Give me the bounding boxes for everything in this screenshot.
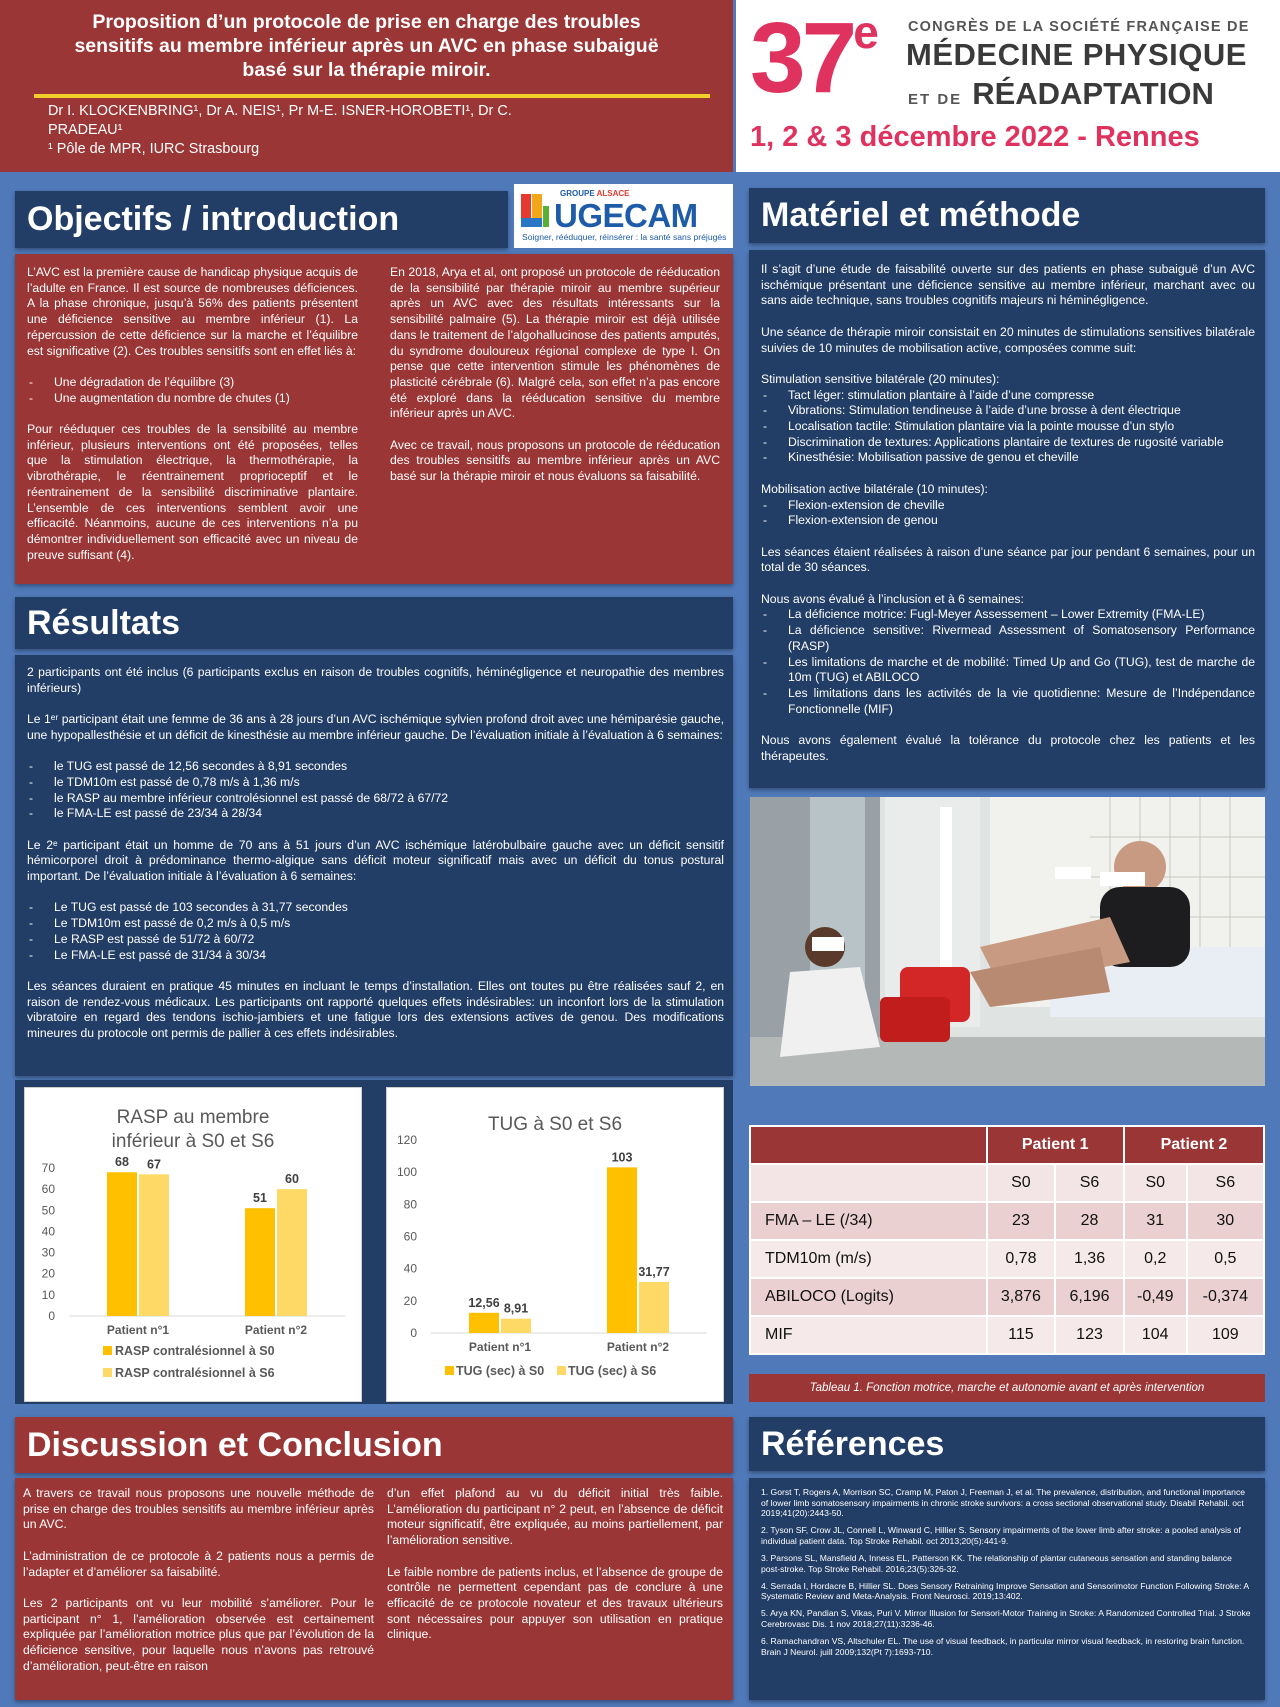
data-label: 68 bbox=[115, 1155, 129, 1170]
logo-tagline: Soigner, rééduquer, réinsérer : la santé sans préjugés bbox=[522, 232, 727, 242]
legend-swatch bbox=[445, 1366, 454, 1375]
y-tick-label: 0 bbox=[48, 1309, 55, 1323]
table-cell: S6 bbox=[1187, 1164, 1264, 1202]
objectifs-col2: En 2018, Arya et al, ont proposé un protocole de rééducation de la sensibilité par thérapie miroir au membre supérieur après un AVC avec des résultats intéressants sur la sensibilité palmaire (5). La thérapie miroir est déjà utilisée dans le traitement de l’algohallucinose des patients amputés, du syndrome douloureux régional complexe de type I. On pense que cette intervention stimule les phénomènes de plasticité cérébrale (6). Malgré cela, son effet n’a pas encore été exploré dans la rééducation sensitive du membre inférieur après un AVC. Avec ce travail, nous proposons un protocole de rééducation des troubles sensitifs au membre inférieur après un AVC basé sur la thérapie miroir et nous évaluons sa faisabilité. bbox=[390, 265, 720, 484]
title-underline bbox=[34, 94, 710, 98]
objectifs-panel bbox=[15, 254, 733, 584]
logo-name: UGECAM bbox=[554, 197, 698, 234]
rasp-chart bbox=[24, 1087, 362, 1402]
chart-title: inférieur à S0 et S6 bbox=[111, 1131, 275, 1152]
discussion-col2: d’un effet plafond au vu du déficit initial très faible. L’amélioration du participant n° 2 peut, en l’absence de déficit moteur significatif, être expliquée, au moins partiellement, par l’amélioration sensitive. Le faible nombre de patients inclus, et l’absence de groupe de contrôle ne permettent cependant pas de conclure à une efficacité de ce protocole novateur et des travaux ultérieurs sont nécessaires pour appuyer son utilisation en pratique clinique. bbox=[387, 1486, 723, 1642]
table-cell: 104 bbox=[1124, 1316, 1187, 1354]
table-row bbox=[750, 1316, 1264, 1354]
y-tick-label: 30 bbox=[41, 1245, 55, 1260]
table-subheader-row bbox=[750, 1164, 1264, 1202]
therapy-photo bbox=[750, 797, 1265, 1086]
methode-heading: Matériel et méthode bbox=[749, 188, 1265, 243]
bar bbox=[107, 1172, 137, 1316]
objectifs-bullet-list bbox=[27, 375, 358, 406]
participant1-results bbox=[27, 759, 724, 822]
chart-title: TUG à S0 et S6 bbox=[487, 1114, 623, 1135]
data-label: 12,56 bbox=[468, 1295, 500, 1310]
y-tick-label: 10 bbox=[41, 1287, 55, 1302]
therapy-photo-illustration bbox=[750, 797, 1265, 1086]
list-item: - Une augmentation du nombre de chutes (1) bbox=[27, 391, 358, 407]
data-label: 31,77 bbox=[638, 1264, 670, 1279]
bar bbox=[639, 1282, 669, 1333]
chart-title: RASP au membre bbox=[116, 1107, 270, 1128]
y-tick-label: 40 bbox=[41, 1224, 55, 1239]
logo-group: GROUPE ALSACE bbox=[560, 189, 630, 198]
list-item: - Tact léger: stimulation plantaire à l’aide d’une compresse bbox=[761, 388, 1255, 404]
rasp-chart-svg bbox=[25, 1088, 361, 1401]
list-item: - Le RASP est passé de 51/72 à 60/72 bbox=[27, 932, 724, 948]
list-item: - Les limitations de marche et de mobilité: Timed Up and Go (TUG), test de marche de 10m (TUG) et ABILOCO bbox=[761, 655, 1255, 686]
y-tick-label: 60 bbox=[41, 1182, 55, 1197]
legend-label: RASP contralésionnel à S0 bbox=[115, 1344, 275, 1358]
y-tick-label: 120 bbox=[396, 1133, 417, 1147]
list-item: - Kinesthésie: Mobilisation passive de genou et cheville bbox=[761, 450, 1255, 466]
tug-chart bbox=[386, 1087, 724, 1402]
data-label: 67 bbox=[147, 1157, 161, 1172]
bar bbox=[277, 1189, 307, 1316]
x-tick-label: Patient n°1 bbox=[468, 1340, 532, 1354]
y-tick-label: 0 bbox=[410, 1326, 417, 1340]
references-panel bbox=[749, 1478, 1265, 1700]
table-cell: S0 bbox=[987, 1164, 1056, 1202]
legend-swatch bbox=[103, 1368, 112, 1377]
table-cell: 23 bbox=[987, 1202, 1056, 1240]
list-item: - le RASP au membre inférieur controlésionnel est passé de 68/72 à 67/72 bbox=[27, 791, 724, 807]
ugecam-logo bbox=[514, 184, 733, 248]
congress-dates: 1, 2 & 3 décembre 2022 - Rennes bbox=[750, 121, 1200, 153]
list-item: - Flexion-extension de genou bbox=[761, 513, 1255, 529]
congress-number: 37e bbox=[750, 2, 879, 114]
bar bbox=[139, 1174, 169, 1316]
evaluation-list bbox=[761, 607, 1255, 717]
table-cell: -0,374 bbox=[1187, 1278, 1264, 1316]
table-cell: S6 bbox=[1055, 1164, 1124, 1202]
y-tick-label: 70 bbox=[41, 1161, 55, 1175]
x-tick-label: Patient n°1 bbox=[106, 1323, 170, 1337]
list-item: - Le TDM10m est passé de 0,2 m/s à 0,5 m/s bbox=[27, 916, 724, 932]
table-cell: 30 bbox=[1187, 1202, 1264, 1240]
list-item: - le FMA-LE est passé de 23/34 à 28/34 bbox=[27, 806, 724, 822]
table-cell: 31 bbox=[1124, 1202, 1187, 1240]
legend-swatch bbox=[557, 1366, 566, 1375]
table-cell: 0,2 bbox=[1124, 1240, 1187, 1278]
results-table bbox=[749, 1125, 1265, 1355]
congress-line2: MÉDECINE PHYSIQUE bbox=[906, 37, 1247, 72]
objectifs-col1: L’AVC est la première cause de handicap physique acquis de l’adulte en France. Il est source de nombreuses déficiences. A la phase chronique, jusqu’à 56% des patients présentent une déficience sensitive au membre inférieur (1). La répercussion de cette déficience sur la marche et l’équilibre est significative (2). Ces troubles sensitifs sont en effet liés à: - Une dégradation de l’équilibre (3) - Une augmentation du nombre de chutes (1) Pour rééduquer ces troubles de la sensibilité au membre inférieur, plusieurs interventions ont été proposées, telles que la stimulation électrique, la thermothérapie, la vibrothérapie, le réentrainement proprioceptif et le réentrainement de la sensibilité discriminative plantaire. L’ensemble de ces interventions semblent avoir une efficacité. Néanmoins, aucune de ces interventions n’a pu démontrer individuellement son efficacité avec un niveau de preuve suffisant (4). bbox=[27, 265, 358, 579]
table-cell: 115 bbox=[987, 1316, 1056, 1354]
table-row-label: ABILOCO (Logits) bbox=[750, 1278, 987, 1316]
authors: Dr I. KLOCKENBRING¹, Dr A. NEIS¹, Pr M-E. ISNER-HOROBETI¹, Dr C. PRADEAU¹ ¹ Pôle de MPR, IURC Strasbourg bbox=[48, 102, 608, 159]
table-row-label: FMA – LE (/34) bbox=[750, 1202, 987, 1240]
affiliation: ¹ Pôle de MPR, IURC Strasbourg bbox=[48, 141, 260, 157]
list-item: - Le TUG est passé de 103 secondes à 31,77 secondes bbox=[27, 900, 724, 916]
methode-panel bbox=[749, 250, 1265, 788]
objectifs-heading: Objectifs / introduction bbox=[15, 191, 508, 248]
table-row bbox=[750, 1202, 1264, 1240]
y-tick-label: 100 bbox=[396, 1165, 417, 1180]
data-label: 60 bbox=[285, 1172, 299, 1187]
reference-item: 5. Arya KN, Pandian S, Vikas, Puri V. Mirror Illusion for Sensori-Motor Training in Stroke: A Randomized Controlled Trial. J Stroke Cerebrovasc Dis. 1 nov 2018;27(11):3236-46. bbox=[761, 1608, 1251, 1629]
discussion-panel bbox=[15, 1478, 733, 1700]
table-caption: Tableau 1. Fonction motrice, marche et autonomie avant et après intervention bbox=[749, 1374, 1265, 1402]
legend-label: TUG (sec) à S6 bbox=[568, 1364, 657, 1378]
resultats-panel bbox=[15, 655, 733, 1076]
reference-item: 3. Parsons SL, Mansfield A, Inness EL, Patterson KK. The relationship of plantar cutaneous sensation and standing balance post-stroke. Top Stroke Rehabil. 2016;23(5):326-32. bbox=[761, 1552, 1232, 1574]
table-row-label: TDM10m (m/s) bbox=[750, 1240, 987, 1278]
legend-label: RASP contralésionnel à S6 bbox=[115, 1366, 275, 1380]
list-item: - La déficience motrice: Fugl-Meyer Assessement – Lower Extremity (FMA-LE) bbox=[761, 607, 1255, 623]
data-label: 103 bbox=[611, 1150, 633, 1165]
list-item: - Les limitations dans les activités de la vie quotidienne: Mesure de l’Indépendance Fonctionnelle (MIF) bbox=[761, 686, 1255, 717]
tug-chart-svg bbox=[387, 1088, 723, 1401]
table-cell: 123 bbox=[1055, 1316, 1124, 1354]
legend-swatch bbox=[103, 1346, 112, 1355]
x-tick-label: Patient n°2 bbox=[606, 1340, 670, 1354]
table-header-row bbox=[750, 1126, 1264, 1164]
reference-item: 6. Ramachandran VS, Altschuler EL. The use of visual feedback, in particular mirror visual feedback, in restoring brain function. Brain J Neurol. juill 2009;132(Pt 7):1693-710. bbox=[761, 1636, 1245, 1657]
congress-banner bbox=[736, 0, 1280, 172]
table-cell: 0,78 bbox=[987, 1240, 1056, 1278]
list-item: - La déficience sensitive: Rivermead Assessment of Somatosensory Performance (RASP) bbox=[761, 623, 1255, 654]
y-tick-label: 50 bbox=[41, 1203, 55, 1218]
y-tick-label: 80 bbox=[403, 1197, 417, 1212]
congress-line3: ET DE RÉADAPTATION bbox=[908, 76, 1214, 111]
reference-item: 2. Tyson SF, Crow JL, Connell L, Winward C, Hillier S. Sensory impairments of the lower limb after stroke: a pooled analysis of individual patient data. Top Stroke Rehabil. oct 2013;20(5):441-9. bbox=[761, 1525, 1241, 1546]
table-row bbox=[750, 1278, 1264, 1316]
bar bbox=[501, 1319, 531, 1333]
bar bbox=[469, 1313, 499, 1333]
x-tick-label: Patient n°2 bbox=[244, 1323, 308, 1337]
list-item: - Localisation tactile: Stimulation plantaire via la pointe mousse d’un stylo bbox=[761, 419, 1255, 435]
resultats-text: 2 participants ont été inclus (6 participants exclus en raison de troubles cognitifs, héminégligence et neuropathie des membres inférieurs) Le 1ᵉʳ participant était une femme de 36 ans à 28 jours d’un AVC ischémique sylvien profond droit avec une hémiparésie gauche, une hypopallesthésie et un déficit de kinesthésie au membre inférieur gauche. De l’évaluation initiale à l’évaluation à 6 semaines: - le TUG est passé de 12,56 secondes à 8,91 secondes - le TDM10m est passé de 0,78 m/s à 1,36 m/s - le RASP au membre inférieur controlésionnel est passé de 68/72 à 67/72 - le FMA-LE est passé de 23/34 à 28/34 Le 2ᵉ participant était un homme de 70 ans à 51 jours d’un AVC ischémique latérobulbaire gauche avec un déficit sensitif hémicorporel droit à prédominance thermo-algique sans déficit moteur significatif mais avec un déficit du tonus postural important. De l’évaluation initiale à l’évaluation à 6 semaines: - Le TUG est passé de 103 secondes à 31,77 secondes - Le TDM10m est passé de 0,2 m/s à 0,5 m/s - Le RASP est passé de 51/72 à 60/72 - Le FMA-LE est passé de 31/34 à 30/34 Les séances duraient en pratique 45 minutes en incluant le temps d’installation. Elles ont toutes pu être réalisées sauf 2, en raison de rendez-vous médicaux. Les participants ont rapporté quelques effets indésirables: un inconfort lors de la stimulation vibratoire en regard des tendons ischio-jambiers et une fatigue lors des extensions actives de genou. Des modifications mineures du protocole ont permis de pallier à ces effets indésirables. bbox=[27, 665, 724, 1057]
table-header-patient1: Patient 1 bbox=[987, 1126, 1124, 1164]
table-header-patient2: Patient 2 bbox=[1124, 1126, 1264, 1164]
table-cell: S0 bbox=[1124, 1164, 1187, 1202]
poster-title: Proposition d’un protocole de prise en charge des troubles sensitifs au membre inférieur après un AVC en phase subaiguë basé sur la thérapie miroir. bbox=[74, 11, 659, 81]
discussion-col1: A travers ce travail nous proposons une nouvelle méthode de prise en charge des troubles sensitifs au membre inférieur après un AVC. L’administration de ce protocole à 2 patients nous a permis de l’adapter et d’améliorer sa faisabilité. Les 2 participants ont vu leur mobilité s’améliorer. Pour le participant n° 1, l’amélioration observée est certainement expliquée par l’amélioration motrice plus que par l’évolution de la déficience sensitive, pour laquelle nous n’avons pas retrouvé d’amélioration, peut-être en raison bbox=[23, 1486, 374, 1673]
list-item: - Le FMA-LE est passé de 31/34 à 30/34 bbox=[27, 948, 724, 964]
table-cell: 109 bbox=[1187, 1316, 1264, 1354]
table-row-label: MIF bbox=[750, 1316, 987, 1354]
bar bbox=[245, 1208, 275, 1316]
results-table-wrap bbox=[749, 1125, 1265, 1365]
reference-item: 1. Gorst T, Rogers A, Morrison SC, Cramp M, Paton J, Freeman J, et al. The prevalence, distribution, and functional importance of lower limb somatosensory impairments in chronic stroke survivors: a cross sectional observational study. Disabil Rehabil. oct 2019;41(20):2443-50. bbox=[761, 1487, 1246, 1519]
references-heading: Références bbox=[749, 1417, 1265, 1471]
table-cell: 6,196 bbox=[1055, 1278, 1124, 1316]
list-item: - Flexion-extension de cheville bbox=[761, 498, 1255, 514]
table-cell: 1,36 bbox=[1055, 1240, 1124, 1278]
y-tick-label: 20 bbox=[41, 1266, 55, 1281]
y-tick-label: 40 bbox=[403, 1261, 417, 1276]
list-item: - Discrimination de textures: Applications plantaire de textures de rugosité variable bbox=[761, 435, 1255, 451]
legend-label: TUG (sec) à S0 bbox=[456, 1364, 545, 1378]
y-tick-label: 20 bbox=[403, 1293, 417, 1308]
list-item: - Une dégradation de l’équilibre (3) bbox=[27, 375, 358, 391]
list-item: - Vibrations: Stimulation tendineuse à l’aide d’une brosse à dent électrique bbox=[761, 403, 1255, 419]
table-cell: 0,5 bbox=[1187, 1240, 1264, 1278]
table-cell: 3,876 bbox=[987, 1278, 1056, 1316]
discussion-heading: Discussion et Conclusion bbox=[15, 1417, 733, 1473]
congress-line1: CONGRÈS DE LA SOCIÉTÉ FRANÇAISE DE bbox=[908, 19, 1250, 35]
table-cell: 28 bbox=[1055, 1202, 1124, 1240]
y-tick-label: 60 bbox=[403, 1229, 417, 1244]
list-item: - le TUG est passé de 12,56 secondes à 8,91 secondes bbox=[27, 759, 724, 775]
methode-text: Il s’agit d’une étude de faisabilité ouverte sur des patients en phase subaiguë d’un AVC ischémique présentant une déficience sensitive au membre inférieur, marchant avec ou sans aide technique, sans troubles cognitifs majeurs ni héminégligence. Une séance de thérapie miroir consistait en 20 minutes de stimulations sensitives bilatérale suivies de 10 minutes de mobilisation active, composées comme suit: Stimulation sensitive bilatérale (20 minutes): - Tact léger: stimulation plantaire à l’aide d’une compresse - Vibrations: Stimulation tendineuse à l’aide d’une brosse à dent électrique - Localisation tactile: Stimulation plantaire via la pointe mousse d’un stylo - Discrimination de textures: Applications plantaire de textures de rugosité variable - Kinesthésie: Mobilisation passive de genou et cheville Mobilisation active bilatérale (10 minutes): - Flexion-extension de cheville - Flexion-extension de genou Les séances étaient réalisées à raison d’une séance par jour pendant 6 semaines, pour un total de 30 séances. Nous avons évalué à l’inclusion et à 6 semaines: - La déficience motrice: Fugl-Meyer Assessement – Lower Extremity (FMA-LE) - La déficience sensitive: Rivermead Assessment of Somatosensory Performance (RASP) - Les limitations de marche et de mobilité: Timed Up and Go (TUG), test de marche de 10m (TUG) et ABILOCO - Les limitations dans les activités de la vie quotidienne: Mesure de l’Indépendance Fonctionnelle (MIF) Nous avons également évalué la tolérance du protocole chez les patients et les thérapeutes. bbox=[761, 262, 1255, 780]
stimulation-list bbox=[761, 388, 1255, 467]
resultats-heading: Résultats bbox=[15, 597, 733, 649]
table-cell: -0,49 bbox=[1124, 1278, 1187, 1316]
participant2-results bbox=[27, 900, 724, 963]
table-row bbox=[750, 1240, 1264, 1278]
list-item: - le TDM10m est passé de 0,78 m/s à 1,36 m/s bbox=[27, 775, 724, 791]
data-label: 8,91 bbox=[503, 1301, 529, 1316]
mobilisation-list bbox=[761, 498, 1255, 529]
bar bbox=[607, 1167, 637, 1333]
reference-item: 4. Serrada I, Hordacre B, Hillier SL. Does Sensory Retraining Improve Sensation and Sensorimotor Function Following Stroke: A Systematic Review and Meta-Analysis. Front Neurosci. 2019;13:402. bbox=[761, 1580, 1249, 1602]
data-label: 51 bbox=[253, 1191, 267, 1206]
